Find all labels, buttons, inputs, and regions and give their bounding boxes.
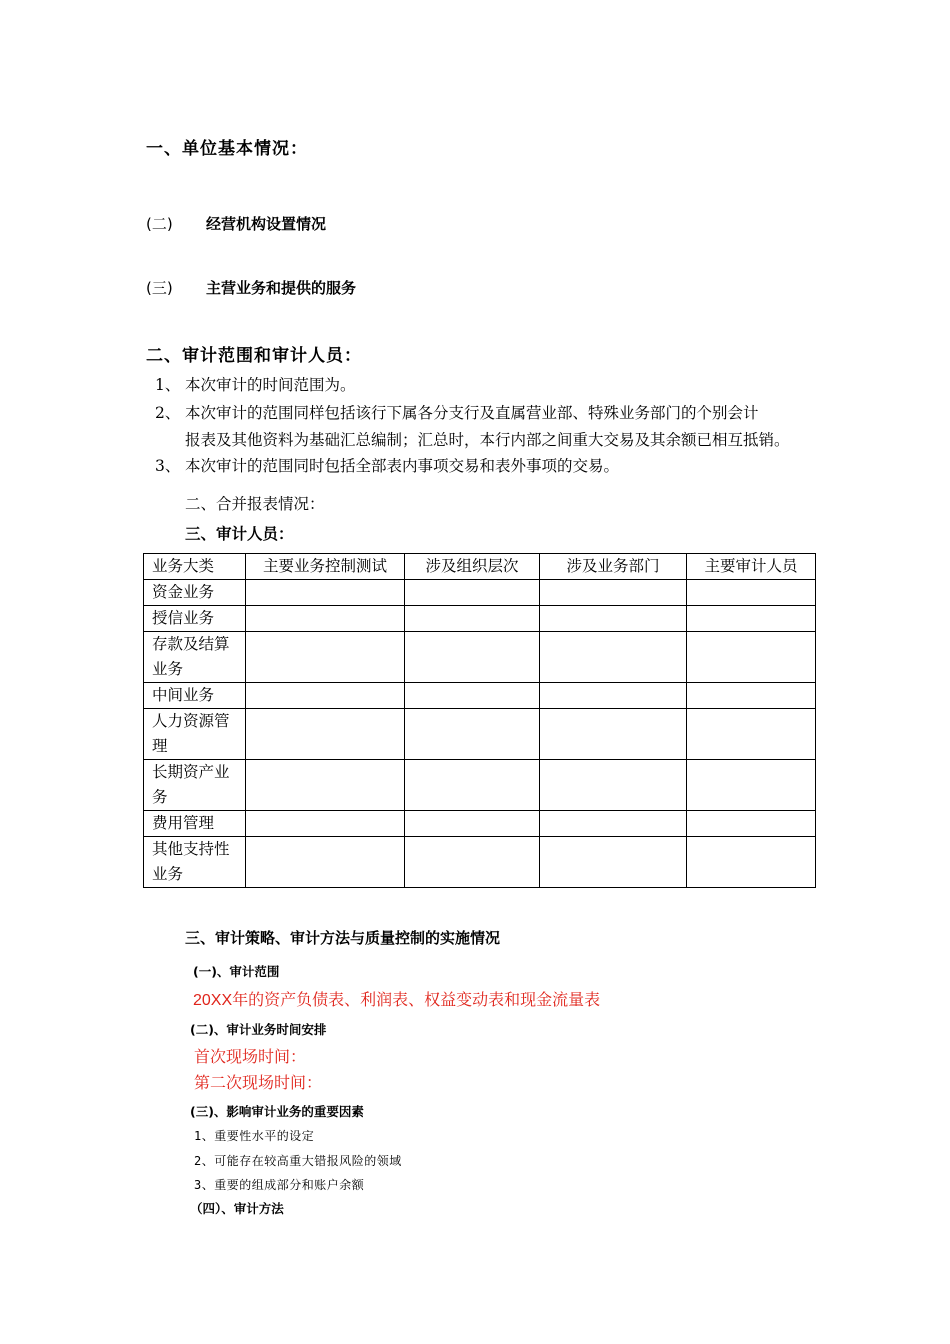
subsection-3-number: (三) xyxy=(146,279,173,297)
category-cell: 存款及结算业务 xyxy=(144,632,246,683)
table-row xyxy=(144,580,816,606)
empty-cell xyxy=(687,760,816,811)
category-cell: 中间业务 xyxy=(144,683,246,709)
empty-cell xyxy=(246,632,405,683)
empty-cell xyxy=(405,760,540,811)
empty-cell xyxy=(540,760,687,811)
table-row xyxy=(144,837,816,888)
empty-cell xyxy=(540,632,687,683)
factor-item-2: 2、可能存在较高重大错报风险的领域 xyxy=(194,1154,402,1168)
audit-scope-statements: 年的资产负债表、利润表、权益变动表和现金流量表 xyxy=(232,990,601,1009)
empty-cell xyxy=(246,760,405,811)
subsection-3-label: 主营业务和提供的服务 xyxy=(206,279,357,297)
table-header-row xyxy=(144,554,816,580)
empty-cell xyxy=(246,580,405,606)
scope-item-1 xyxy=(155,373,356,395)
empty-cell xyxy=(540,580,687,606)
section-2-title: 二、审计范围和审计人员： xyxy=(146,346,362,366)
factor-item-3: 3、重要的组成部分和账户余额 xyxy=(194,1178,365,1192)
empty-cell xyxy=(405,837,540,888)
subsection-3 xyxy=(146,277,356,298)
audit-scope-year: 20XX xyxy=(193,992,233,1009)
header-business-category: 业务大类 xyxy=(144,554,246,580)
category-cell: 资金业务 xyxy=(144,580,246,606)
first-visit-time: 首次现场时间： xyxy=(194,1047,307,1066)
empty-cell xyxy=(687,632,816,683)
scope-item-2-number: 2、 xyxy=(155,404,181,422)
scope-item-2-continuation: 报表及其他资料为基础汇总编制；汇总时，本行内部之间重大交易及其余额已相互抵销。 xyxy=(185,431,790,449)
audit-personnel-heading: 三、审计人员： xyxy=(185,525,294,543)
empty-cell xyxy=(405,709,540,760)
header-department: 涉及业务部门 xyxy=(540,554,687,580)
scope-item-3-number: 3、 xyxy=(155,457,181,475)
audit-scope-heading: (一)、审计范围 xyxy=(193,964,280,979)
empty-cell xyxy=(246,837,405,888)
subsection-2 xyxy=(146,213,326,234)
second-visit-time: 第二次现场时间： xyxy=(194,1073,323,1092)
section-3-title: 三、审计策略、审计方法与质量控制的实施情况 xyxy=(185,929,501,947)
table-row xyxy=(144,632,816,683)
category-cell: 费用管理 xyxy=(144,811,246,837)
audit-scope-text xyxy=(193,987,600,1010)
factor-item-1: 1、重要性水平的设定 xyxy=(194,1129,315,1143)
subsection-2-number: (二) xyxy=(146,215,173,233)
consolidated-statements-heading: 二、合并报表情况： xyxy=(185,495,325,513)
category-cell: 其他支持性业务 xyxy=(144,837,246,888)
scope-item-1-number: 1、 xyxy=(155,376,181,394)
empty-cell xyxy=(687,709,816,760)
schedule-heading: (二)、审计业务时间安排 xyxy=(190,1022,327,1037)
empty-cell xyxy=(687,837,816,888)
audit-methods-heading: （四）、审计方法 xyxy=(190,1201,284,1216)
section-1-title: 一、单位基本情况： xyxy=(146,139,308,159)
empty-cell xyxy=(246,683,405,709)
header-auditors: 主要审计人员 xyxy=(687,554,816,580)
scope-item-2 xyxy=(155,401,759,423)
empty-cell xyxy=(405,683,540,709)
audit-personnel-table xyxy=(143,553,816,888)
table-row xyxy=(144,606,816,632)
empty-cell xyxy=(540,606,687,632)
scope-item-3-text: 本次审计的范围同时包括全部表内事项交易和表外事项的交易。 xyxy=(185,457,620,475)
factors-heading: (三)、影响审计业务的重要因素 xyxy=(190,1104,364,1119)
scope-item-3 xyxy=(155,454,619,476)
table-row xyxy=(144,811,816,837)
scope-item-2-text: 本次审计的范围同样包括该行下属各分支行及直属营业部、特殊业务部门的个别会计 xyxy=(185,404,759,422)
empty-cell xyxy=(687,683,816,709)
category-cell: 人力资源管理 xyxy=(144,709,246,760)
empty-cell xyxy=(405,606,540,632)
empty-cell xyxy=(687,811,816,837)
empty-cell xyxy=(687,606,816,632)
empty-cell xyxy=(405,811,540,837)
empty-cell xyxy=(246,709,405,760)
empty-cell xyxy=(246,606,405,632)
table-row xyxy=(144,709,816,760)
subsection-2-label: 经营机构设置情况 xyxy=(206,215,327,233)
category-cell: 长期资产业务 xyxy=(144,760,246,811)
empty-cell xyxy=(405,632,540,683)
table-row xyxy=(144,683,816,709)
empty-cell xyxy=(246,811,405,837)
empty-cell xyxy=(405,580,540,606)
header-control-test: 主要业务控制测试 xyxy=(246,554,405,580)
empty-cell xyxy=(540,837,687,888)
empty-cell xyxy=(540,683,687,709)
empty-cell xyxy=(540,811,687,837)
scope-item-1-text: 本次审计的时间范围为。 xyxy=(185,376,356,394)
header-org-level: 涉及组织层次 xyxy=(405,554,540,580)
table-row xyxy=(144,760,816,811)
empty-cell xyxy=(687,580,816,606)
empty-cell xyxy=(540,709,687,760)
category-cell: 授信业务 xyxy=(144,606,246,632)
